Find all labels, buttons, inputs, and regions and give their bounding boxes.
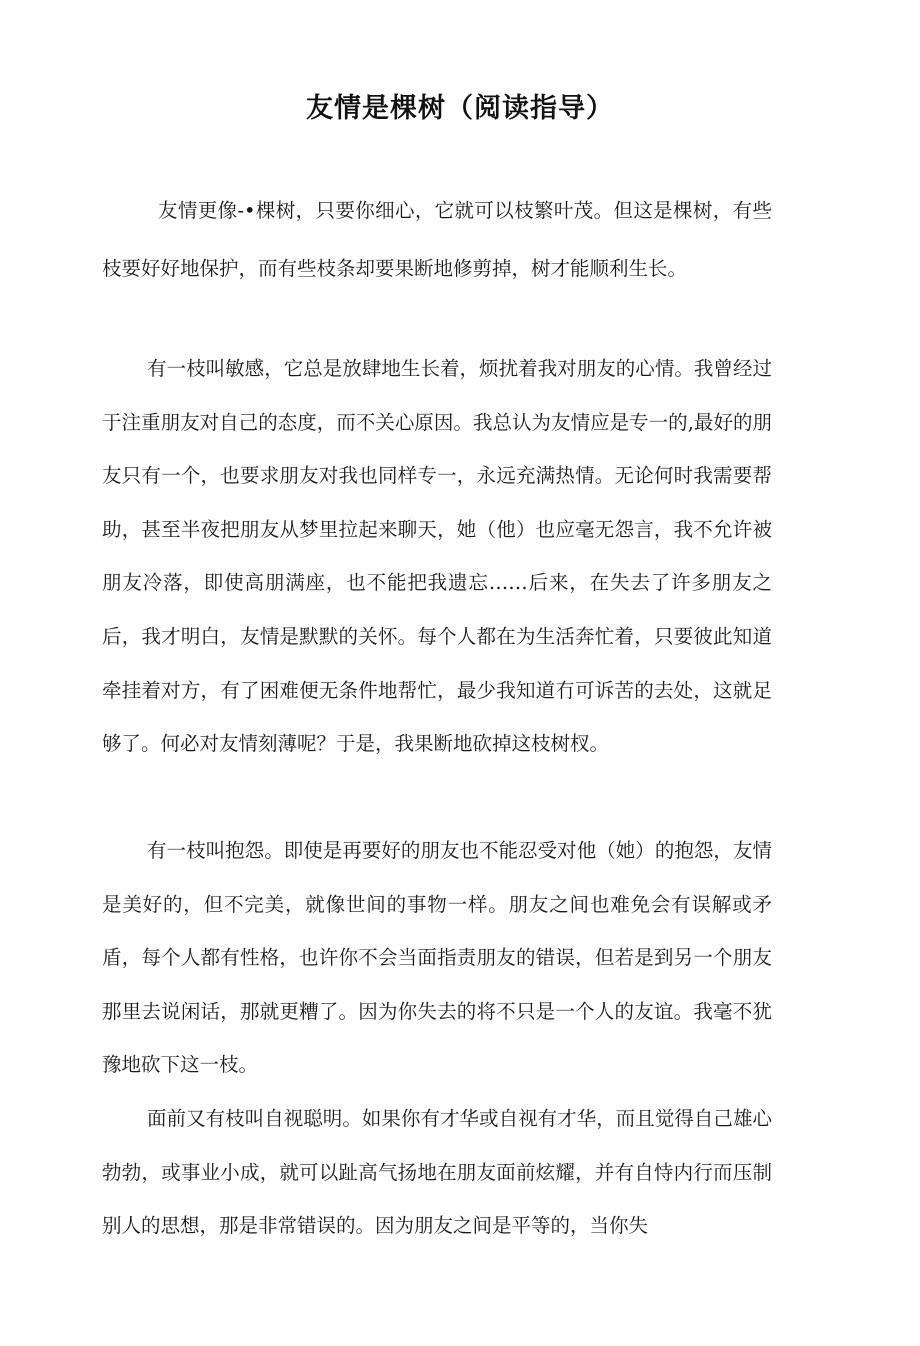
paragraph-complaint: 有一枝叫抱怨。即使是再要好的朋友也不能忍受对他（她）的抱怨，友情是美好的，但不完美，就像世间的事物一样。朋友之间也难免会有误解或矛盾，每个人都有性格，也许你不会当面指责朋友的错误，但若是到另一个朋友那里去说闲话，那就更糟了。因为你失去的将不只是一个人的友谊。我毫不犹豫地砍下这一枝。	[102, 839, 772, 1077]
document-title: 友情是棵树（阅读指导）	[306, 93, 614, 124]
paragraph-intro: 友情更像-•棵树，只要你细心，它就可以枝繁叶茂。但这是棵树，有些枝要好好地保护，而有些枝条却要果断地修剪掉，树才能顺利生长。	[102, 199, 772, 280]
paragraph-sensitivity: 有一枝叫敏感，它总是放肆地生长着，烦扰着我对朋友的心情。我曾经过于注重朋友对自己的态度，而不关心原因。我总认为友情应是专一的,最好的朋友只有一个，也要求朋友对我也同样专一，永远充满热情。无论何时我需要帮助，甚至半夜把朋友从梦里拉起来聊天，她（他）也应毫无怨言，我不允许被朋友冷落，即使高朋满座，也不能把我遗忘……后来，在失去了许多朋友之后，我才明白，友情是默默的关怀。每个人都在为生活奔忙着，只要彼此知道牵挂着对方，有了困难便无条件地帮忙，最少我知道冇可诉苦的去处，这就足够了。何必对友情刻薄呢？于是，我果断地砍掉这枝树杈。	[102, 357, 772, 756]
paragraph-self-conceit: 面前又有枝叫自视聪明。如果你有才华或自视有才华，而且觉得自己雄心勃勃，或事业小成，就可以趾高气扬地在朋友面前炫耀，并有自恃内行而压制别人的思想，那是非常错误的。因为朋友之间是平等的，当你失	[102, 1107, 772, 1238]
